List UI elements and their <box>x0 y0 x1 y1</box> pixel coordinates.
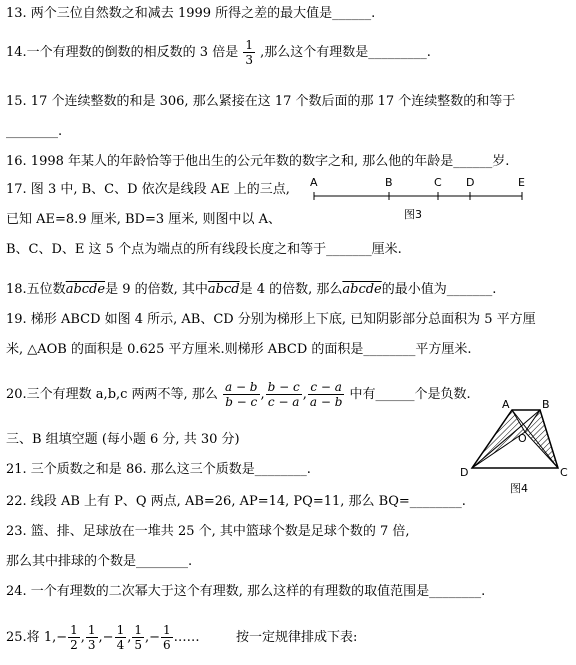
fraction-denominator: b − c <box>225 395 258 409</box>
overlined-number-abcde: abcde <box>65 282 106 297</box>
figure-3-diagram <box>300 172 540 222</box>
figure-4-diagram <box>456 400 574 500</box>
question-18-text-d: 的最小值为_______. <box>381 282 497 297</box>
sequence-start: 1,− <box>43 630 68 645</box>
vertex-label-b: B <box>542 398 550 411</box>
sequence-fraction-2: $\frac{1}{3}$ <box>87 623 96 652</box>
fraction-numerator: a − b <box>224 380 258 394</box>
point-label-d: D <box>466 176 475 189</box>
vertex-label-c: C <box>560 466 568 479</box>
question-20-text-a: 20.三个有理数 a,b,c 两两不等, 那么 <box>6 387 218 402</box>
sequence-ellipsis: …… <box>173 630 200 645</box>
overlined-number-abcde-2: abcde <box>342 282 382 297</box>
question-18-text-c: 是 4 的倍数, 那么 <box>239 282 343 297</box>
fraction-denominator: c − a <box>267 395 300 409</box>
vertex-label-a: A <box>502 398 510 411</box>
question-22: 22. 线段 AB 上有 P、Q 两点, AB=26, AP=14, PQ=11, 那么 BQ=________. <box>6 494 466 509</box>
question-17-line-1: 17. 图 3 中, B、C、D 依次是线段 AE 上的三点, <box>6 182 290 197</box>
question-18-text-a: 18.五位数 <box>6 282 66 297</box>
question-21: 21. 三个质数之和是 86. 那么这三个质数是________. <box>6 462 311 477</box>
question-23-line-1: 23. 篮、排、足球放在一堆共 25 个, 其中篮球个数是足球个数的 7 倍, <box>6 524 410 539</box>
question-25-text-a: 25.将 <box>6 630 40 645</box>
question-19-line-2: 米, △AOB 的面积是 0.625 平方厘米.则梯形 ABCD 的面积是________平方厘米. <box>6 342 472 357</box>
question-25-text-b: 按一定规律排成下表: <box>235 630 358 645</box>
question-13: 13. 两个三位自然数之和减去 1999 所得之差的最大值是______. <box>6 6 376 21</box>
question-14-text-b: ,那么这个有理数是_________. <box>260 45 431 60</box>
point-label-c: C <box>434 176 442 189</box>
figure-4-caption: 图4 <box>510 482 528 495</box>
sequence-fraction-4: $\frac{1}{5}$ <box>134 623 142 652</box>
question-20-text-b: 中有______个是负数. <box>349 387 471 402</box>
question-15-line-1: 15. 17 个连续整数的和是 306, 那么紧接在这 17 个数后面的那 17 个连续整数的和等于 <box>6 94 516 109</box>
vertex-label-d: D <box>460 466 469 479</box>
fraction-numerator: 1 <box>245 38 253 52</box>
fraction-numerator: b − c <box>267 380 300 394</box>
sequence-fraction-3: $\frac{1}{4}$ <box>116 623 125 652</box>
sequence-fraction-1: $\frac{1}{2}$ <box>70 623 78 652</box>
question-20-fraction-2 <box>266 380 302 409</box>
question-20: 20.三个有理数 a,b,c 两两不等, 那么 $\frac{a - b}{b - c}$ , $\frac{b - c}{c - a}$ , $\frac{c - a}{a - b}$ 中有______个是负数. <box>6 380 471 409</box>
question-18 <box>6 282 496 298</box>
point-label-e: E <box>518 176 525 189</box>
overlined-number-abcd: abcd <box>207 282 240 297</box>
question-16: 16. 1998 年某人的年龄恰等于他出生的公元年数的数字之和, 那么他的年龄是______岁. <box>6 154 510 169</box>
fraction-denominator: a − b <box>309 395 343 409</box>
question-20-fraction-1 <box>223 380 260 409</box>
sequence-fraction-5: $\frac{1}{6}$ <box>163 623 171 652</box>
figure-3-caption: 图3 <box>404 208 422 221</box>
question-24: 24. 一个有理数的二次幂大于这个有理数, 那么这样的有理数的取值范围是________. <box>6 584 486 599</box>
question-17-line-3: B、C、D、E 这 5 个点为端点的所有线段长度之和等于_______厘米. <box>6 242 402 257</box>
question-14-text-a: 14.一个有理数的倒数的相反数的 3 倍是 <box>6 45 239 60</box>
fraction-numerator: c − a <box>310 380 342 394</box>
question-25: 25.将 1,− $\frac{1}{2}$ , $\frac{1}{3}$ ,− $\frac{1}{4}$ , $\frac{1}{5}$ ,− $\frac{1}{6}$ …… 按一定规律排成下表: <box>6 623 358 652</box>
question-18-text-b: 是 9 的倍数, 其中 <box>105 282 208 297</box>
question-14-fraction <box>243 38 255 67</box>
question-23-line-2: 那么其中排球的个数是________. <box>6 554 193 569</box>
question-17-line-2: 已知 AE=8.9 厘米, BD=3 厘米, 则图中以 A、 <box>6 212 282 227</box>
question-20-fraction-3 <box>308 380 345 409</box>
question-19-line-1: 19. 梯形 ABCD 如图 4 所示, AB、CD 分别为梯形上下底, 已知阴影部分总面积为 5 平方厘 <box>6 312 536 327</box>
question-15-line-2: ________. <box>6 124 63 139</box>
section-b-heading: 三、B 组填空题 (每小题 6 分, 共 30 分) <box>6 432 240 447</box>
vertex-label-o: O <box>518 432 527 445</box>
point-label-a: A <box>310 176 318 189</box>
question-14 <box>6 38 431 68</box>
fraction-denominator: 3 <box>245 53 253 67</box>
point-label-b: B <box>385 176 393 189</box>
